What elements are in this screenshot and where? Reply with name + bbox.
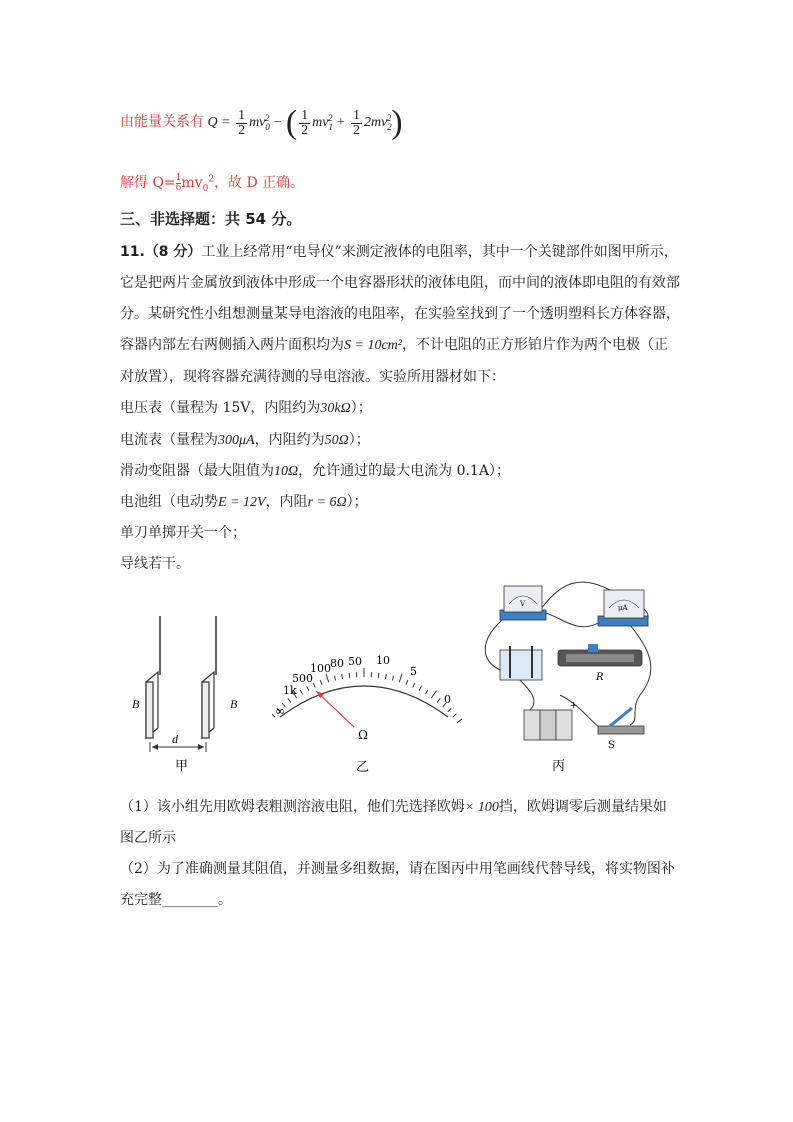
eq-text: 电压表（量程为 15V，内阻约为 [120,400,321,416]
energy-equation: 由能量关系有 Q = $\frac{1}{2}$ $mv_0^2$ − ( $\frac{1}{2}$ $mv_1^2$ + $\frac{1}{2}$ $2mv_2^2$) [120,104,403,141]
gap-label: d [172,732,178,746]
scale-tick [437,698,440,702]
scale-tick [392,676,393,681]
wire [630,625,651,725]
scale-tick [326,674,329,683]
voltmeter-label: V [520,600,526,608]
switch [598,708,644,751]
solve-suffix: ，故 D 正确。 [214,175,305,191]
scale-tick [457,717,462,723]
eq-value: 30kΩ [320,401,351,416]
scale-80: 80 [330,657,344,670]
question-text-4a: 容器内部左右两侧插入两片面积均为 [120,337,344,353]
sub-question-1 [120,796,667,816]
ammeter [598,590,648,626]
scale-5: 5 [410,665,417,678]
sub1-text-b: 挡，欧姆调零后测量结果如 [498,799,667,815]
figure-jia [120,610,260,775]
eq-value: 10Ω [274,464,299,479]
equipment-switch: 单刀单掷开关一个； [120,525,246,541]
scale-tick [349,673,350,678]
area-expression: S = 10cm² [344,338,402,353]
energy-prefix: 由能量关系有 [120,114,204,131]
eq-value: 50Ω [324,433,349,448]
eq-text: 电流表（量程为 [120,432,218,448]
eq-text: ）； [346,494,368,510]
scale-inf: ∞ [275,704,285,718]
equipment-ammeter [120,429,370,449]
scale-tick [385,674,386,679]
scale-tick [448,708,452,712]
scale-tick [425,690,428,694]
scale-tick [399,674,402,683]
eq-text: 滑动变阻器（最大阻值为 [120,463,274,479]
scale-10: 10 [376,654,390,667]
scale-tick [431,691,436,698]
caption-yi: 乙 [356,760,370,775]
eq-value: E = 12V [218,495,266,510]
sub1-range: × 100 [464,800,499,815]
eq-text: 电池组（电动势 [120,494,218,510]
solution-container [500,646,542,680]
question-line-3: 分。某研究性小组想测量某导电溶液的电阻率，在实验室找到了一个透明塑料长方体容器， [120,306,680,322]
voltmeter [500,586,546,620]
scale-tick [307,686,309,691]
question-line-5: 对放置），现将容器充满待测的导电溶液。实验所用器材如下： [120,369,505,385]
switch-label: S [608,740,615,751]
wire [485,620,502,680]
solve-prefix: 解得 Q= [120,175,176,191]
unit-ohm: Ω [358,728,368,742]
scale-tick [413,683,415,688]
sub-question-2: （2）为了准确测量其阻值，并测量多组数据，请在图丙中用笔画线代替导线，将实物图补 [120,861,675,877]
sub-question-1-cont: 图乙所示 [120,830,176,846]
solve-sub: 0 [202,183,209,194]
question-line-2: 它是把两片金属放到液体中形成一个电容器形状的液体电阻，而中间的液体即电阻的有效部 [120,275,680,291]
equipment-wires: 导线若干。 [120,556,190,572]
eq-text: ，内阻约为 [254,432,325,448]
battery-plus: + [570,701,578,711]
caption-bing: 丙 [552,759,566,774]
caption-jia: 甲 [175,759,189,774]
scale-1k: 1k [283,684,297,697]
question-text-4b: ，不计电阻的正方形铂片作为两个电极（正 [401,337,668,353]
scale-arc [280,686,448,717]
eq-value: 300μA [218,433,255,448]
figure-bing [480,580,675,780]
solve-sup: 2 [208,174,215,185]
question-line-4 [120,334,668,354]
ammeter-label: μA [618,604,628,612]
scale-tick [419,686,421,691]
solve-tail: mv [181,175,203,191]
scale-tick [453,714,457,717]
plate-label-right: B [230,697,238,711]
equipment-rheostat [120,460,510,480]
eq-text: ，允许通过的最大电流为 0.1A）； [298,463,510,479]
frac-num: 1 [175,172,182,183]
equipment-voltmeter [120,397,372,417]
equipment-battery [120,491,368,511]
plate-label-left: B [132,697,140,711]
needle [316,691,354,727]
scale-500: 500 [292,672,313,685]
eq-value: r = 6Ω [307,495,347,510]
solution-result [120,172,304,194]
question-text-1: 工业上经常用“电导仪”来测定液体的电阻率，其中一个关键部件如图甲所示， [201,244,678,260]
scale-tick [334,676,335,681]
section-heading: 三、非选择题：共 54 分。 [120,210,302,228]
eq-text: ，内阻 [265,494,308,510]
scale-tick [342,674,343,679]
frac-den: 6 [175,182,182,193]
sub-question-2-cont: 充完整________。 [120,892,232,908]
question-line-1 [120,241,678,261]
sub1-text-a: （1）该小组先用欧姆表粗测溶液电阻，他们先选择欧姆 [120,799,465,815]
rheostat [558,644,642,683]
rheostat-label: R [596,672,604,683]
scale-0: 0 [444,693,451,706]
eq-text: ）； [350,400,372,416]
scale-tick [313,683,315,688]
scale-tick [300,690,303,694]
scale-tick [378,673,379,678]
scale-tick [288,698,291,702]
eq-text: ）； [348,432,370,448]
scale-50: 50 [348,655,362,668]
question-number: 11.（8 分） [120,244,202,260]
scale-100: 100 [310,662,331,675]
scale-tick [320,680,322,685]
figure-yi [272,645,462,775]
scale-tick [406,680,408,685]
